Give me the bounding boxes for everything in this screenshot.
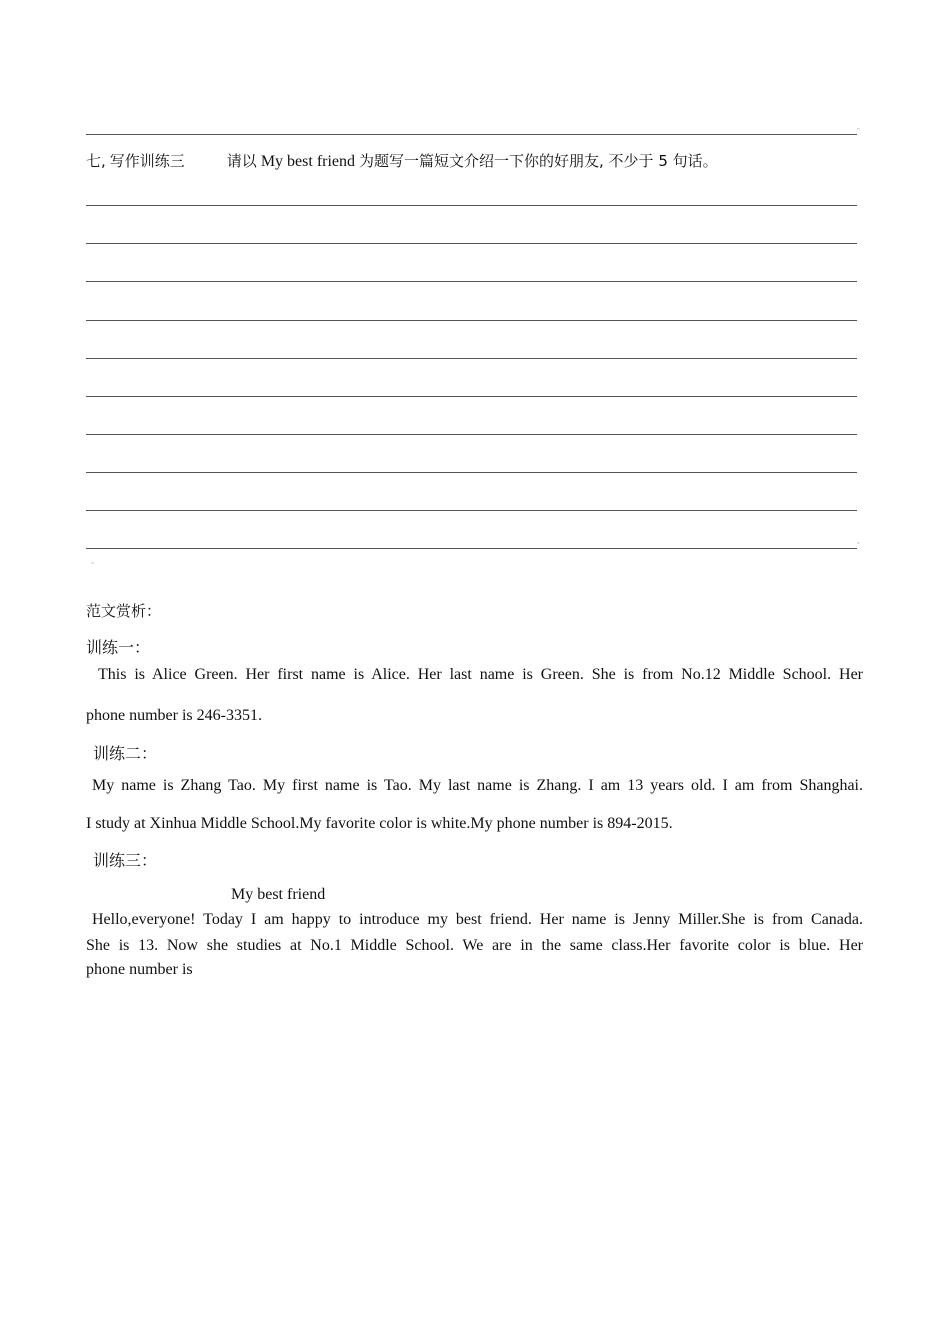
training-1-text-cont [86, 707, 863, 725]
writing-line [86, 205, 857, 206]
writing-line [86, 358, 857, 359]
writing-line [86, 243, 857, 244]
paragraph-mark: ▫ [91, 559, 94, 567]
text-line: phone number is 246-3351. [86, 707, 262, 724]
prompt-prefix: 请以 [226, 152, 257, 170]
training-2-text [92, 777, 863, 795]
essay-title: My best friend [231, 886, 326, 903]
writing-line [86, 434, 857, 435]
text-line: My name is Zhang Tao. My first name is Tao. My last name is Zhang. I am 13 years old. I am from Shanghai. [92, 777, 863, 794]
writing-line [86, 320, 857, 321]
writing-line [86, 472, 857, 473]
writing-line [86, 134, 857, 135]
prompt-suffix: 为题写一篇短文介绍一下你的好朋友, 不少于 5 句话。 [359, 152, 718, 170]
paragraph-mark: ▫ [857, 125, 860, 133]
paragraph-mark: ▫ [857, 539, 860, 547]
training-3-text [92, 911, 863, 929]
text-line: I study at Xinhua Middle School.My favorite color is white.My phone number is 894-2015. [86, 815, 673, 832]
training-3-text-cont [86, 937, 863, 979]
model-answers-header: 范文赏析： [86, 602, 162, 620]
training-3-label: 训练三： [93, 851, 158, 870]
training-1-text [98, 666, 863, 684]
section-title: 写作训练三 [109, 152, 185, 170]
training-2-label: 训练二： [93, 744, 158, 763]
text-line: She is 13. Now she studies at No.1 Middle School. We are in the same class.Her favorite color is blue. Her [86, 937, 863, 954]
writing-line [86, 510, 857, 511]
training-1-label: 训练一： [86, 638, 151, 657]
training-2-text-cont [86, 815, 863, 833]
writing-line [86, 396, 857, 397]
text-line: This is Alice Green. Her first name is Alice. Her last name is Green. She is from No.12 Middle School. Her [98, 666, 863, 683]
writing-line [86, 281, 857, 282]
section-heading [86, 150, 718, 171]
section-number: 七, [86, 152, 106, 170]
writing-line [86, 548, 857, 549]
text-line: Hello,everyone! Today I am happy to introduce my best friend. Her name is Jenny Miller.She is from Canada. [92, 911, 863, 928]
prompt-topic: My best friend [260, 153, 356, 170]
text-line: phone number is [86, 961, 193, 978]
